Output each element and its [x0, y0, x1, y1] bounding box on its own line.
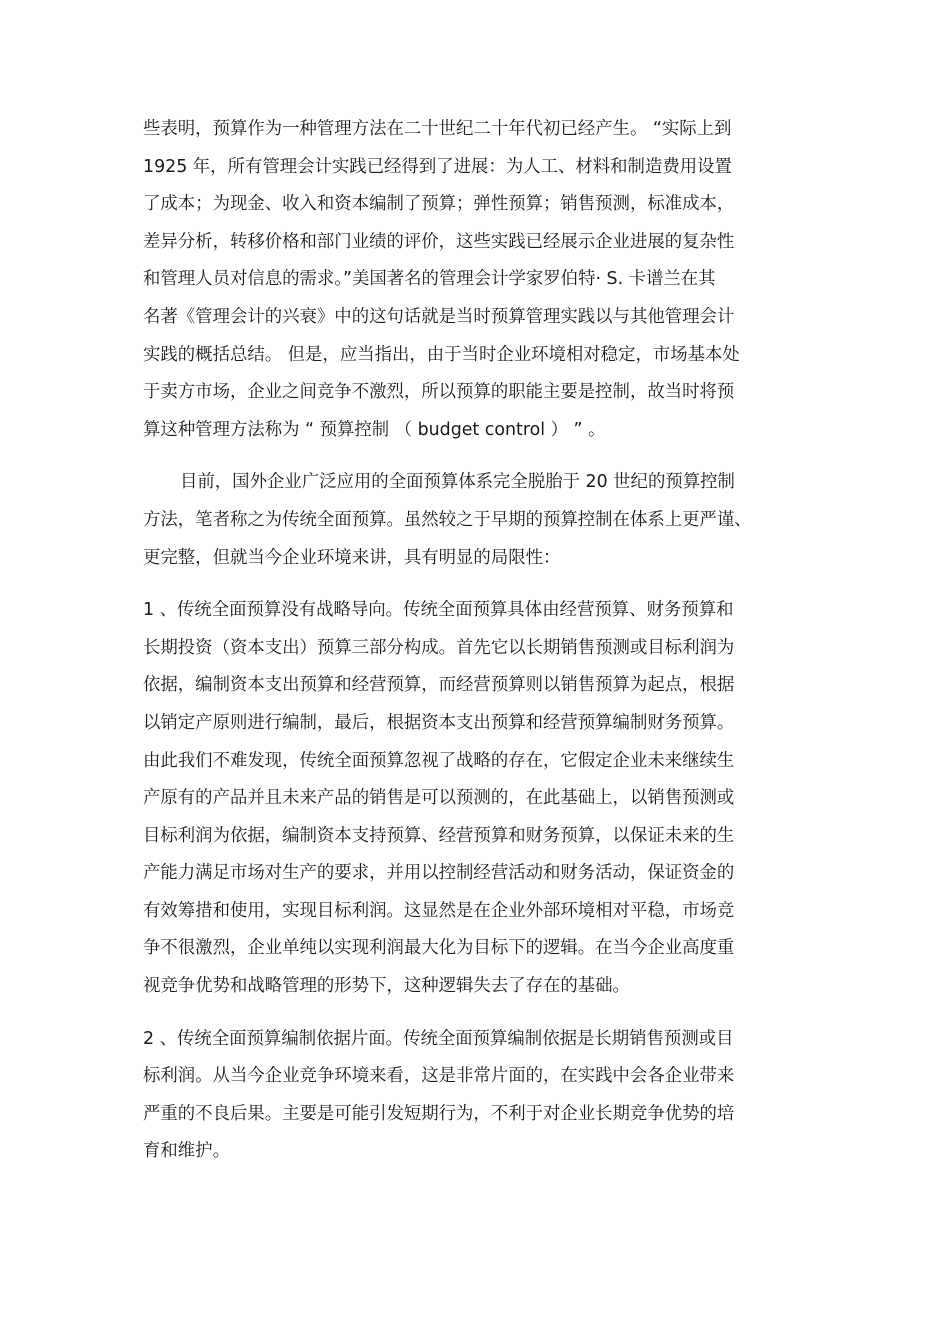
text-line: 算这种管理方法称为 “ 预算控制 （ budget control ） ” 。 — [143, 419, 606, 440]
text-line: 严重的不良后果。主要是可能引发短期行为，不利于对企业长期竞争优势的培 — [143, 1103, 735, 1124]
text-line: 视竞争优势和战略管理的形势下，这种逻辑失去了存在的基础。 — [143, 976, 630, 997]
text-line: 以销定产原则进行编制，最后，根据资本支出预算和经营预算编制财务预算。 — [143, 712, 735, 733]
text-line: 标利润。从当今企业竞争环境来看，这是非常片面的，在实践中会各企业带来 — [143, 1066, 735, 1087]
document-body — [143, 111, 808, 1186]
text-line: 目前，国外企业广泛应用的全面预算体系完全脱胎于 20 世纪的预算控制 — [180, 472, 735, 493]
text-line: 了成本；为现金、收入和资本编制了预算；弹性预算；销售预测，标准成本， — [143, 194, 735, 215]
text-line: 差异分析，转移价格和部门业绩的评价，这些实践已经展示企业进展的复杂性 — [143, 231, 735, 252]
text-line: 有效筹措和使用，实现目标利润。这显然是在企业外部环境相对平稳，市场竞 — [143, 900, 735, 921]
text-line: 育和维护。 — [143, 1141, 230, 1162]
paragraph-budget-history — [143, 111, 808, 449]
text-line: 由此我们不难发现，传统全面预算忽视了战略的存在，它假定企业未来继续生 — [143, 750, 735, 771]
text-line: 产能力满足市场对生产的要求，并用以控制经营活动和财务活动，保证资金的 — [143, 863, 735, 884]
text-line: 1925 年，所有管理会计实践已经得到了进展：为人工、材料和制造费用设置 — [143, 156, 732, 177]
text-line: 和管理人员对信息的需求。”美国著名的管理会计学家罗伯特· S. 卡谱兰在其 — [143, 269, 716, 290]
text-line: 名著《管理会计的兴衰》中的这句话就是当时预算管理实践以与其他管理会计 — [143, 306, 735, 327]
text-line: 1 、传统全面预算没有战略导向。传统全面预算具体由经营预算、财务预算和 — [143, 600, 734, 621]
text-line: 实践的概括总结。 但是，应当指出，由于当时企业环境相对稳定，市场基本处 — [143, 344, 740, 365]
text-line: 产原有的产品并且未来产品的销售是可以预测的，在此基础上，以销售预测或 — [143, 788, 735, 809]
text-line: 2 、传统全面预算编制依据片面。传统全面预算编制依据是长期销售预测或目 — [143, 1028, 734, 1049]
text-line: 些表明，预算作为一种管理方法在二十世纪二十年代初已经产生。 “实际上到 — [143, 119, 732, 139]
paragraph-point-2 — [143, 1021, 808, 1171]
paragraph-traditional-budget — [143, 464, 808, 577]
text-line: 长期投资（资本支出）预算三部分构成。首先它以长期销售预测或目标利润为 — [143, 637, 735, 658]
text-line: 更完整，但就当今企业环境来讲，具有明显的局限性： — [143, 547, 561, 568]
text-line: 于卖方市场，企业之间竞争不激烈，所以预算的职能主要是控制，故当时将预 — [143, 382, 735, 403]
text-line: 争不很激烈，企业单纯以实现利润最大化为目标下的逻辑。在当今企业高度重 — [143, 938, 735, 959]
text-line: 依据，编制资本支出预算和经营预算，而经营预算则以销售预算为起点，根据 — [143, 675, 735, 696]
text-line: 方法，笔者称之为传统全面预算。虽然较之于早期的预算控制在体系上更严谨、 — [143, 509, 752, 530]
text-line: 目标利润为依据，编制资本支持预算、经营预算和财务预算，以保证未来的生 — [143, 825, 735, 846]
paragraph-point-1 — [143, 592, 808, 1006]
